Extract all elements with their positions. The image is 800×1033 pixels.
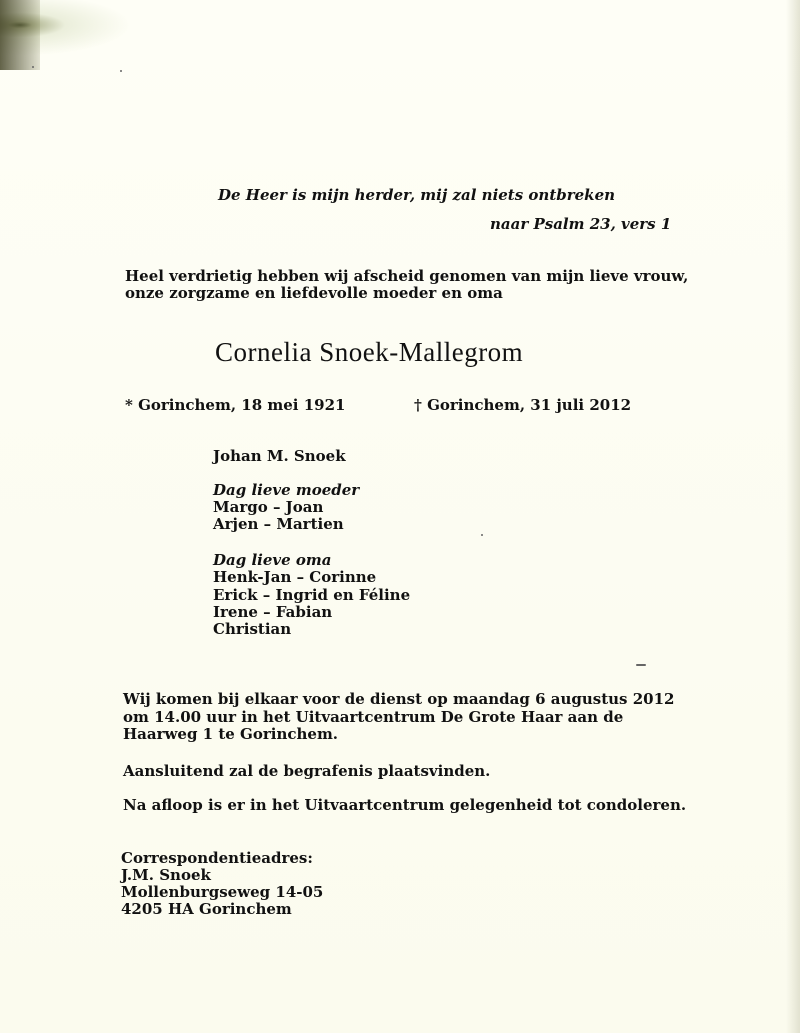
- speck: [32, 66, 34, 68]
- service-line-3: Haarweg 1 te Gorinchem.: [123, 725, 339, 743]
- child-item: Margo – Joan: [213, 498, 324, 516]
- speck: [481, 534, 483, 536]
- verse-reference: naar Psalm 23, vers 1: [490, 215, 672, 233]
- intro-line-2: onze zorgzame en liefdevolle moeder en oma: [125, 284, 503, 302]
- scan-smudge-dark: [0, 0, 40, 70]
- grandchild-item: Erick – Ingrid en Féline: [213, 586, 411, 604]
- correspondence-street: Mollenburgseweg 14-05: [121, 883, 324, 901]
- scan-edge: [786, 0, 800, 1033]
- burial-notice: Aansluitend zal de begrafenis plaatsvinden.: [123, 762, 491, 780]
- correspondence-heading: Correspondentieadres:: [121, 849, 313, 867]
- grandchild-item: Irene – Fabian: [213, 603, 333, 621]
- verse-text: De Heer is mijn herder, mij zal niets ontbreken: [218, 186, 616, 204]
- service-line-2: om 14.00 uur in het Uitvaartcentrum De Grote Haar aan de: [123, 708, 624, 726]
- birth-date: * Gorinchem, 18 mei 1921: [125, 396, 346, 414]
- spouse-name: Johan M. Snoek: [213, 447, 346, 465]
- intro-line-1: Heel verdrietig hebben wij afscheid genomen van mijn lieve vrouw,: [125, 267, 689, 285]
- children-heading: Dag lieve moeder: [213, 481, 360, 499]
- speck: [636, 664, 646, 666]
- speck: [120, 70, 122, 72]
- death-date: † Gorinchem, 31 juli 2012: [414, 396, 632, 414]
- child-item: Arjen – Martien: [213, 515, 344, 533]
- grandchild-item: Christian: [213, 620, 292, 638]
- correspondence-city: 4205 HA Gorinchem: [121, 900, 292, 918]
- grandchildren-heading: Dag lieve oma: [213, 551, 332, 569]
- service-line-1: Wij komen bij elkaar voor de dienst op maandag 6 augustus 2012: [123, 690, 675, 708]
- correspondence-name: J.M. Snoek: [121, 866, 211, 884]
- grandchild-item: Henk-Jan – Corinne: [213, 568, 377, 586]
- condolence-notice: Na afloop is er in het Uitvaartcentrum gelegenheid tot condoleren.: [123, 796, 687, 814]
- deceased-name: Cornelia Snoek-Mallegrom: [215, 337, 524, 367]
